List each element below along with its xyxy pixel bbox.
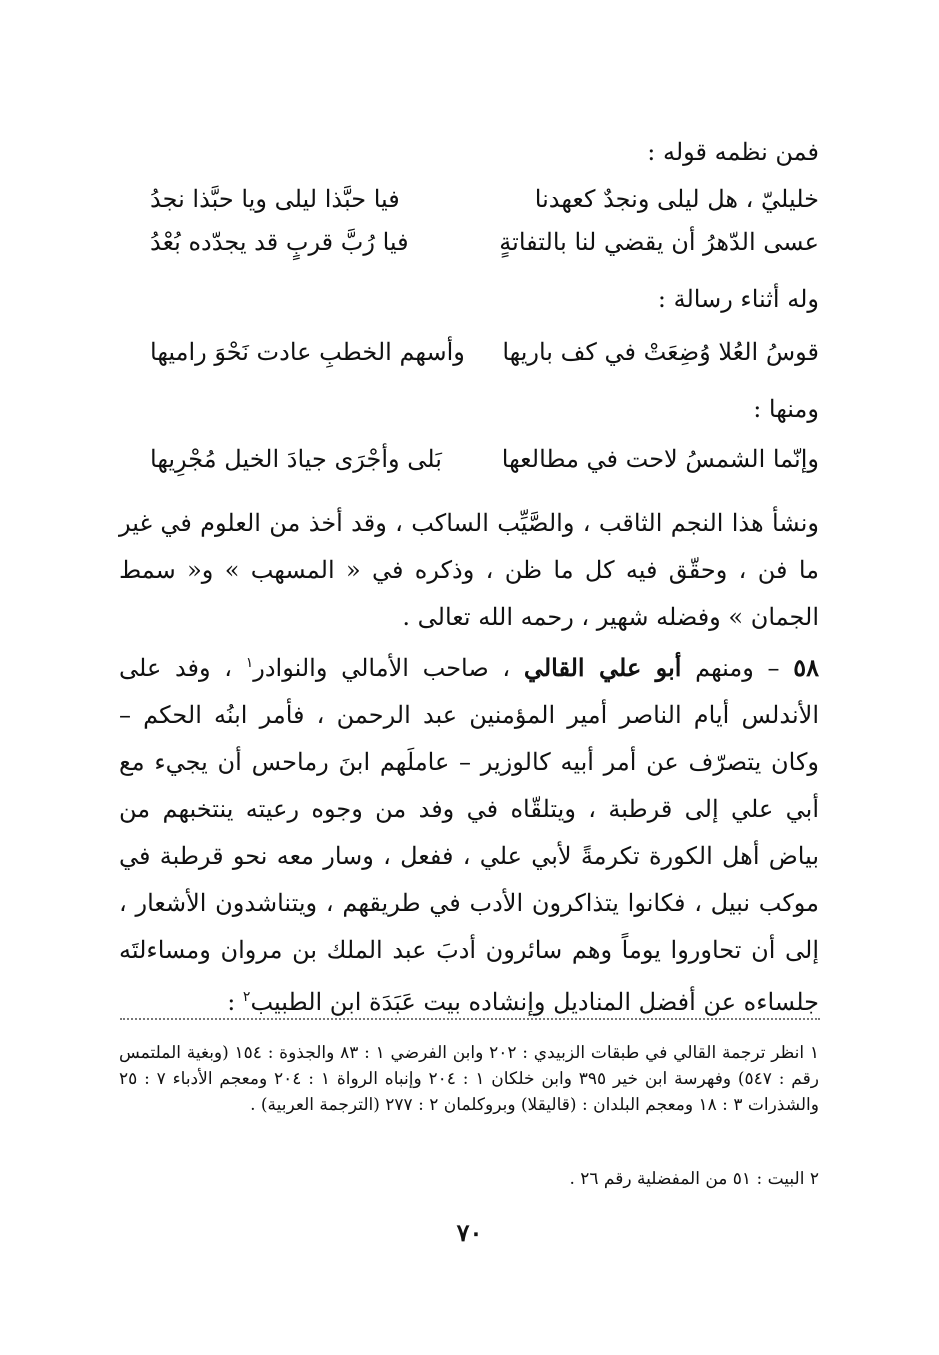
footnote-divider bbox=[120, 1018, 820, 1020]
entry-number: ٥٨ bbox=[793, 653, 819, 682]
para2-pre: – ومنهم bbox=[681, 654, 794, 682]
minha-line: ومنها : bbox=[753, 395, 819, 423]
scholar-name: أبو علي القالي bbox=[523, 653, 682, 682]
verse-4-left: بَلى وأجْرَى جيادَ الخيل مُجْرِيها bbox=[150, 445, 442, 473]
verse-1-right: خليليّ ، هل ليلى ونجدٌ كعهدنا bbox=[534, 185, 819, 213]
paragraph-2 bbox=[119, 640, 819, 1026]
verse-3-left: وأسهم الخطبِ عادت نَحْوَ راميها bbox=[150, 338, 465, 366]
verse-2-right: عسى الدّهرُ أن يقضي لنا بالتفاتةٍ bbox=[499, 228, 819, 256]
page-number: ٧٠ bbox=[456, 1218, 483, 1247]
verse-1-left: فيا حبَّذا ليلى ويا حبَّذا نجدُ bbox=[150, 185, 400, 213]
footnote-ref-1[interactable]: ١ bbox=[245, 655, 254, 671]
verse-4-right: وإنّما الشمسُ لاحت في مطالعها bbox=[501, 445, 819, 473]
para2-end: : bbox=[227, 988, 243, 1016]
verse-3-right: قوسُ العُلا وُضِعَتْ في كف باريها bbox=[502, 338, 819, 366]
footnote-ref-2[interactable]: ٢ bbox=[242, 989, 251, 1005]
footnote-2: ٢ البيت : ٥١ من المفضلية رقم ٢٦ . bbox=[569, 1169, 819, 1189]
footnote-1: ١ انظر ترجمة القالي في طبقات الزبيدي : ٢٠٢ وابن الفرضي ١ : ٨٣ والجذوة : ١٥٤ (وبغية الملتمس رقم : ٥٤٧) وفهرسة ابن خير ٣٩٥ وابن خلكان ١ : ٢٠٤ وإنباه الرواة ١ : ٢٠٤ ومعجم الأدباء ٧ : ٢٥ والشذرات ٣ : ١٨ ومعجم البلدان : (قاليقلا) وبروكلمان ٢ : ٢٧٧ (الترجمة العربية) . bbox=[119, 1043, 819, 1115]
intro-line: فمن نظمه قوله : bbox=[647, 138, 819, 166]
paragraph-1: ونشأ هذا النجم الثاقب ، والصَّيِّب الساكب ، وقد أخذ من العلوم في غير ما فن ، وحقّق فيه كل ما ظن ، وذكره في « المسهب » و« سمط الجمان » وفضله شهير ، رحمه الله تعالى . bbox=[119, 509, 819, 631]
verse-2-left: فيا رُبَّ قربٍ قد يجدّده بُعْدُ bbox=[150, 228, 409, 256]
risala-intro: وله أثناء رسالة : bbox=[657, 285, 819, 313]
para2-rest: ، وفد على الأندلس أيام الناصر أمير المؤمنين عبد الرحمن ، فأمر ابنُه الحكم – وكان يتصرّف عن أمر أبيه كالوزير – عاملَهم ابنَ رماحس أن يجيء مع أبي علي إلى قرطبة ، ويتلقّاه في وفد من وجوه رعيته ينتخبهم من بياض أهل الكورة تكرمةً لأبي علي ، ففعل ، وسار معه نحو قرطبة في موكب نبيل ، فكانوا يتذاكرون الأدب في طريقهم ، ويتناشدون الأشعار ، إلى أن تحاوروا يوماً وهم سائرون أدبَ عبد الملك بن مروان ومساءلتَه جلساءه عن أفضل المناديل وإنشاده بيت عَبَدَة ابن الطبيب bbox=[119, 654, 819, 1016]
para2-mid: ، صاحب الأمالي والنوادر bbox=[253, 654, 524, 682]
